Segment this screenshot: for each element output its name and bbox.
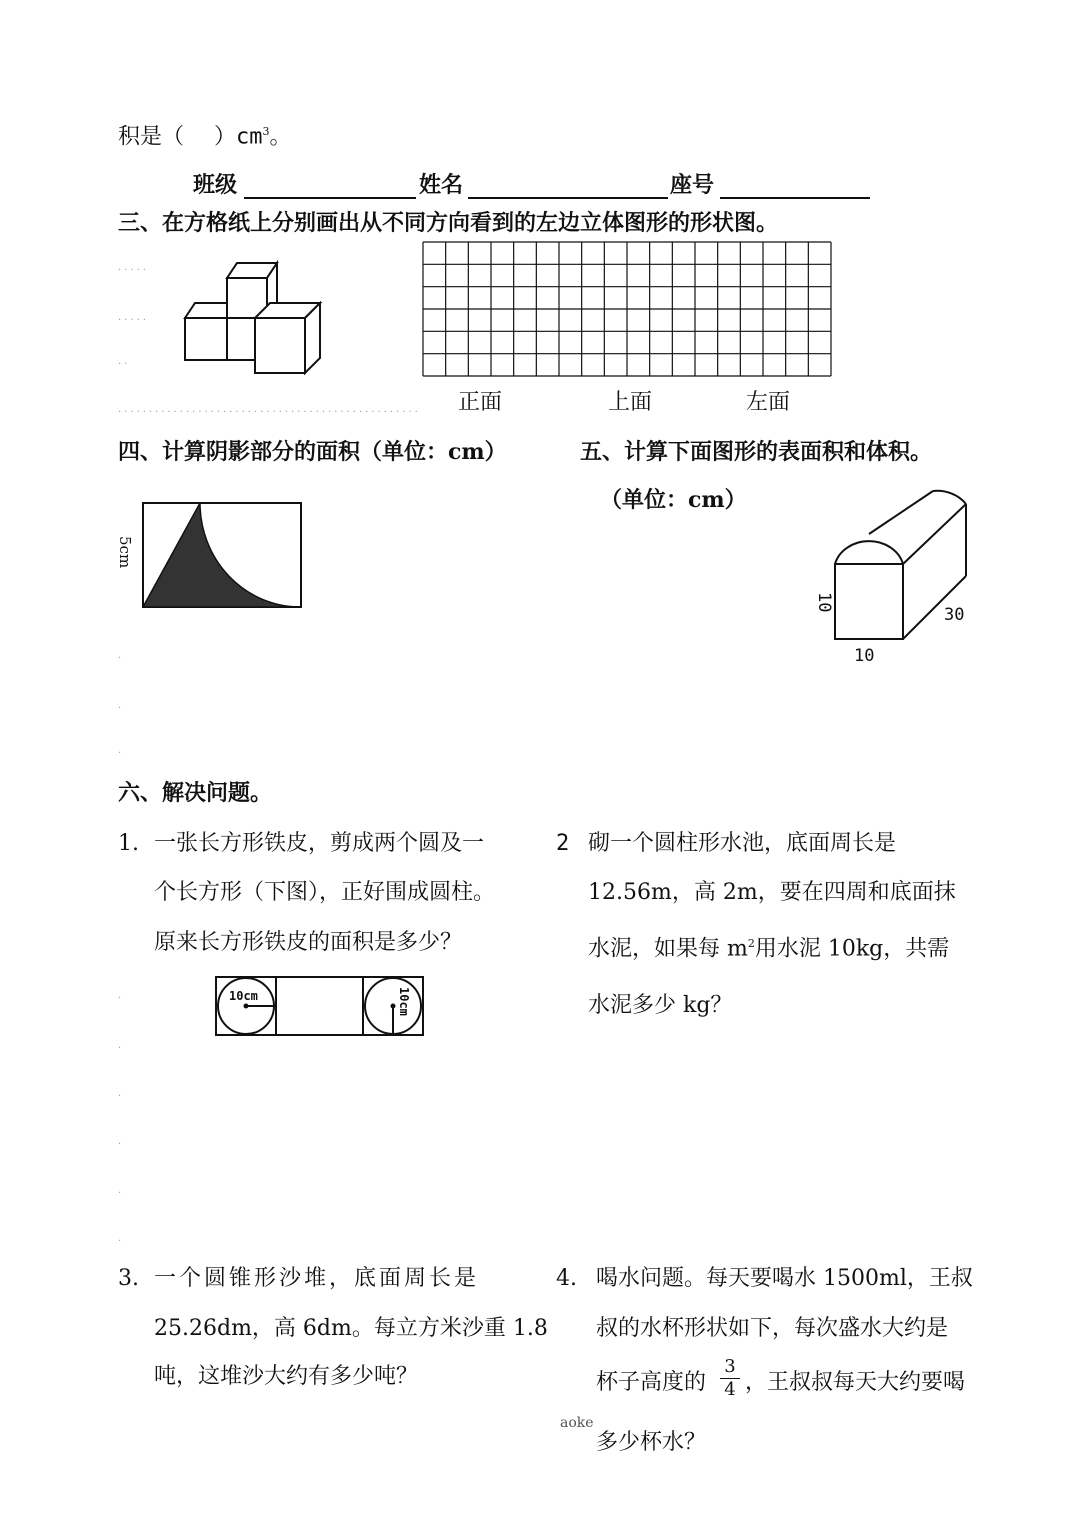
name-label: 姓名 (419, 172, 464, 198)
top-line-sup: 3 (262, 125, 270, 138)
top-line (118, 126, 292, 148)
section6-title: 六、解决问题。 (118, 780, 273, 806)
q4-line-3-b: ，王叔叔每天大约要喝 (745, 1370, 966, 1395)
q2-line-1: 砌一个圆柱形水池，底面周长是 (588, 831, 897, 856)
dim-width: 10 (854, 646, 875, 666)
q3-line-2: 25.26dm，高 6dm。每立方米沙重 1.8 (154, 1316, 548, 1341)
dots: ..... (118, 312, 149, 323)
square-grid-paper[interactable] (422, 241, 832, 377)
shaded-area-figure (142, 502, 304, 610)
q2-line-4: 水泥多少 kg？ (588, 993, 733, 1018)
top-line-prefix: 积是（ (118, 124, 185, 150)
dots: . (118, 1185, 125, 1196)
section5-title: 五、计算下面图形的表面积和体积。 (580, 439, 933, 465)
q4-fraction (720, 1358, 740, 1399)
footer-watermark: aoke (560, 1415, 594, 1431)
dots: ..... (118, 262, 149, 273)
dots: . (118, 745, 125, 756)
class-label: 班级 (193, 172, 238, 198)
cubes-figure (180, 258, 330, 368)
section4-title: 四、计算阴影部分的面积（单位：cm） (118, 439, 507, 465)
dots: .. (118, 356, 131, 367)
label-front-view: 正面 (458, 390, 503, 415)
top-line-unit: ）cm (214, 124, 263, 150)
section5-unit: （单位：cm） (600, 487, 747, 513)
label-left-view: 左面 (746, 390, 791, 415)
q4-line-1: 喝水问题。每天要喝水 1500ml，王叔 (596, 1266, 973, 1291)
dots: . (118, 1233, 125, 1244)
seat-label: 座号 (670, 172, 715, 198)
q1-line-2: 个长方形（下图），正好围成圆柱。 (154, 880, 496, 905)
dots: . (118, 650, 125, 661)
q1-radius-label-right: 10cm (397, 987, 411, 1016)
q4-line-3-a: 杯子高度的 (596, 1370, 707, 1395)
q3-number: 3. (118, 1266, 139, 1291)
cylinder-net-figure (214, 975, 426, 1039)
dots: . (118, 1040, 125, 1051)
q4-line-2: 叔的水杯形状如下，每次盛水大约是 (596, 1316, 949, 1341)
dots: . (118, 1136, 125, 1147)
q2-line-3 (588, 938, 949, 960)
dots: . (118, 1088, 125, 1099)
q1-line-1: 一张长方形铁皮，剪成两个圆及一 (154, 831, 485, 856)
q4-line-4: 多少杯水？ (596, 1430, 707, 1455)
label-top-view: 上面 (608, 390, 653, 415)
q2-line-3-a: 水泥，如果每 m (588, 936, 748, 962)
seat-blank[interactable] (720, 197, 870, 199)
dots: . (118, 700, 125, 711)
dots: . (118, 990, 125, 1001)
q4-frac-den: 4 (724, 1379, 736, 1400)
q2-sup: 2 (747, 937, 755, 950)
class-blank[interactable] (244, 197, 416, 199)
q2-line-2: 12.56m，高 2m，要在四周和底面抹 (588, 880, 956, 905)
q2-line-3-b: 用水泥 10kg，共需 (754, 936, 950, 962)
q2-number: 2 (556, 831, 570, 856)
dim-length: 30 (944, 605, 965, 625)
q1-radius-label-left: 10cm (229, 989, 258, 1003)
name-blank[interactable] (468, 197, 668, 199)
q1-line-3: 原来长方形铁皮的面积是多少？ (154, 930, 463, 955)
q3-line-3: 吨，这堆沙大约有多少吨？ (154, 1364, 419, 1389)
q4-frac-num: 3 (724, 1356, 736, 1377)
side-length-label: 5cm (116, 536, 134, 569)
q1-number: 1. (118, 831, 139, 856)
dots: ................................................. (118, 404, 421, 415)
q3-line-1: 一个圆锥形沙堆，底面周长是 (154, 1266, 480, 1291)
dim-height: 10 (814, 592, 834, 613)
section3-title: 三、在方格纸上分别画出从不同方向看到的左边立体图形的形状图。 (118, 210, 779, 236)
top-line-end: 。 (269, 124, 292, 150)
q4-number: 4. (556, 1266, 577, 1291)
